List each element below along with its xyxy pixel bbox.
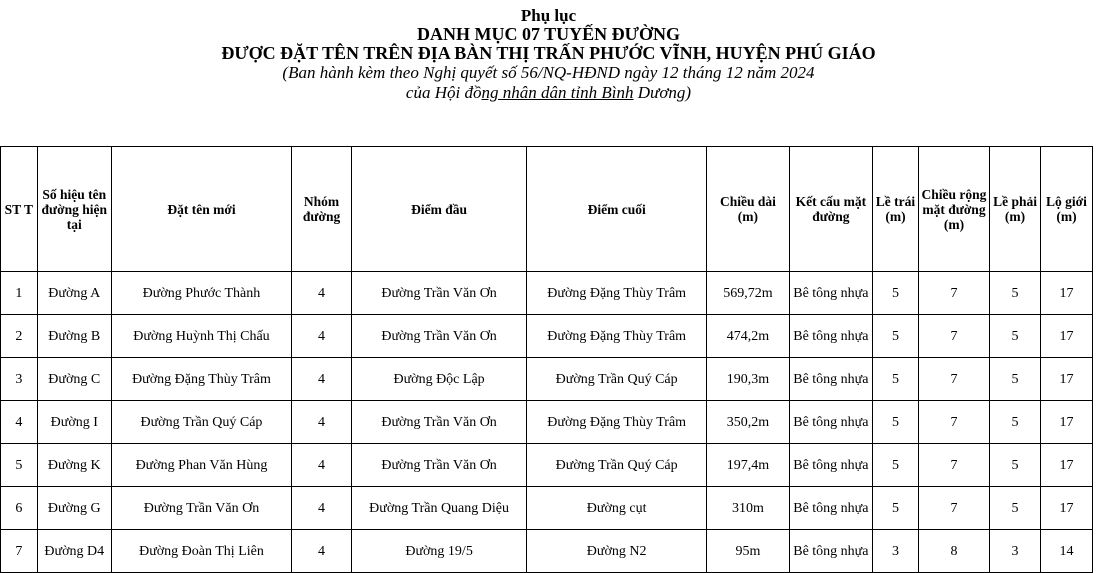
table-cell: 2 <box>1 315 38 358</box>
table-cell: Đường Trần Quý Cáp <box>527 358 707 401</box>
table-cell: Đường G <box>37 487 111 530</box>
table-cell: Đường A <box>37 272 111 315</box>
table-cell: Đường Trần Quý Cáp <box>527 444 707 487</box>
appendix-title: Phụ lục <box>520 6 577 25</box>
table-cell: 4 <box>292 530 352 573</box>
table-cell: Đường C <box>37 358 111 401</box>
table-cell: Đường 19/5 <box>352 530 527 573</box>
table-cell: 7 <box>918 444 989 487</box>
column-header: Kết cấu mặt đường <box>789 147 872 272</box>
table-cell: 5 <box>990 358 1041 401</box>
council-note-prefix: của Hội đồ <box>405 83 482 102</box>
table-cell: Đường Huỳnh Thị Chấu <box>111 315 291 358</box>
table-cell: Đường Đặng Thùy Trâm <box>527 401 707 444</box>
table-cell: Đường Phan Văn Hùng <box>111 444 291 487</box>
table-cell: 5 <box>873 401 919 444</box>
table-cell: 310m <box>707 487 789 530</box>
column-header: Nhóm đường <box>292 147 352 272</box>
column-header: Điểm đầu <box>352 147 527 272</box>
table-cell: 4 <box>292 272 352 315</box>
table-cell: Đường Độc Lập <box>352 358 527 401</box>
table-cell: 3 <box>873 530 919 573</box>
table-header-row <box>1 147 1093 272</box>
column-header: Đặt tên mới <box>111 147 291 272</box>
table-cell: 7 <box>918 487 989 530</box>
table-cell: 5 <box>990 444 1041 487</box>
table-cell: 5 <box>990 487 1041 530</box>
table-cell: 95m <box>707 530 789 573</box>
table-cell: 5 <box>873 487 919 530</box>
table-row <box>1 401 1093 444</box>
table-cell: 3 <box>1 358 38 401</box>
table-cell: 6 <box>1 487 38 530</box>
column-header: Chiều rộng mặt đường (m) <box>918 147 989 272</box>
table-cell: 5 <box>990 315 1041 358</box>
table-cell: 17 <box>1040 272 1092 315</box>
table-cell: 4 <box>292 487 352 530</box>
table-cell: 5 <box>873 358 919 401</box>
table-cell: Đường I <box>37 401 111 444</box>
table-cell: 7 <box>918 401 989 444</box>
table-cell: 197,4m <box>707 444 789 487</box>
column-header: Lộ giới (m) <box>1040 147 1092 272</box>
list-subtitle: ĐƯỢC ĐẶT TÊN TRÊN ĐỊA BÀN THỊ TRẤN PHƯỚC VĨNH, HUYỆN PHÚ GIÁO <box>221 43 876 63</box>
table-cell: Đường Đặng Thùy Trâm <box>111 358 291 401</box>
table-cell: Đường Đoàn Thị Liên <box>111 530 291 573</box>
table-cell: 4 <box>1 401 38 444</box>
table-cell: 5 <box>873 272 919 315</box>
table-cell: Đường B <box>37 315 111 358</box>
table-cell: 5 <box>873 444 919 487</box>
table-cell: Bê tông nhựa <box>789 530 872 573</box>
table-cell: 569,72m <box>707 272 789 315</box>
table-cell: Đường Trần Văn Ơn <box>111 487 291 530</box>
table-cell: Bê tông nhựa <box>789 444 872 487</box>
table-cell: 17 <box>1040 487 1092 530</box>
column-header: Lề trái (m) <box>873 147 919 272</box>
table-cell: 14 <box>1040 530 1092 573</box>
table-cell: 4 <box>292 401 352 444</box>
column-header: Chiều dài (m) <box>707 147 789 272</box>
table-cell: 17 <box>1040 444 1092 487</box>
table-cell: 4 <box>292 358 352 401</box>
table-row <box>1 530 1093 573</box>
table-cell: Bê tông nhựa <box>789 358 872 401</box>
council-note-suffix: Dương) <box>633 83 692 102</box>
table-cell: 3 <box>990 530 1041 573</box>
table-cell: 1 <box>1 272 38 315</box>
table-cell: 5 <box>990 272 1041 315</box>
table-cell: Đường cụt <box>527 487 707 530</box>
table-cell: 17 <box>1040 401 1092 444</box>
table-cell: Đường N2 <box>527 530 707 573</box>
table-row <box>1 358 1093 401</box>
table-cell: 17 <box>1040 315 1092 358</box>
document-header <box>0 6 1097 103</box>
column-header: ST T <box>1 147 38 272</box>
table-cell: 7 <box>918 315 989 358</box>
council-note <box>0 83 1097 103</box>
table-cell: 474,2m <box>707 315 789 358</box>
table-cell: Đường K <box>37 444 111 487</box>
table-cell: 7 <box>918 358 989 401</box>
column-header: Điểm cuối <box>527 147 707 272</box>
resolution-note: (Ban hành kèm theo Nghị quyết số 56/NQ-HĐND ngày 12 tháng 12 năm 2024 <box>282 63 815 82</box>
table-body <box>1 272 1093 573</box>
table-cell: Bê tông nhựa <box>789 315 872 358</box>
table-cell: 7 <box>918 272 989 315</box>
table-cell: Đường Trần Quý Cáp <box>111 401 291 444</box>
list-title: DANH MỤC 07 TUYẾN ĐƯỜNG <box>417 24 680 44</box>
table-cell: 350,2m <box>707 401 789 444</box>
streets-table <box>0 146 1093 573</box>
table-cell: 7 <box>1 530 38 573</box>
table-cell: Đường Trần Văn Ơn <box>352 444 527 487</box>
table-cell: Đường D4 <box>37 530 111 573</box>
column-header: Lề phải (m) <box>990 147 1041 272</box>
column-header: Số hiệu tên đường hiện tại <box>37 147 111 272</box>
table-cell: Đường Trần Văn Ơn <box>352 272 527 315</box>
table-cell: 5 <box>1 444 38 487</box>
table-cell: Đường Trần Văn Ơn <box>352 315 527 358</box>
table-cell: Bê tông nhựa <box>789 487 872 530</box>
table-cell: 5 <box>873 315 919 358</box>
table-cell: Đường Phước Thành <box>111 272 291 315</box>
council-note-underlined: ng nhân dân tỉnh Bình <box>481 83 634 102</box>
table-cell: Bê tông nhựa <box>789 272 872 315</box>
table-cell: Bê tông nhựa <box>789 401 872 444</box>
table-row <box>1 315 1093 358</box>
table-cell: Đường Đặng Thùy Trâm <box>527 315 707 358</box>
table-row <box>1 272 1093 315</box>
table-cell: 8 <box>918 530 989 573</box>
table-cell: 5 <box>990 401 1041 444</box>
table-cell: Đường Trần Quang Diệu <box>352 487 527 530</box>
table-row <box>1 444 1093 487</box>
table-row <box>1 487 1093 530</box>
table-cell: 4 <box>292 315 352 358</box>
table-cell: 4 <box>292 444 352 487</box>
table-cell: Đường Trần Văn Ơn <box>352 401 527 444</box>
table-cell: 190,3m <box>707 358 789 401</box>
table-cell: 17 <box>1040 358 1092 401</box>
table-cell: Đường Đặng Thùy Trâm <box>527 272 707 315</box>
